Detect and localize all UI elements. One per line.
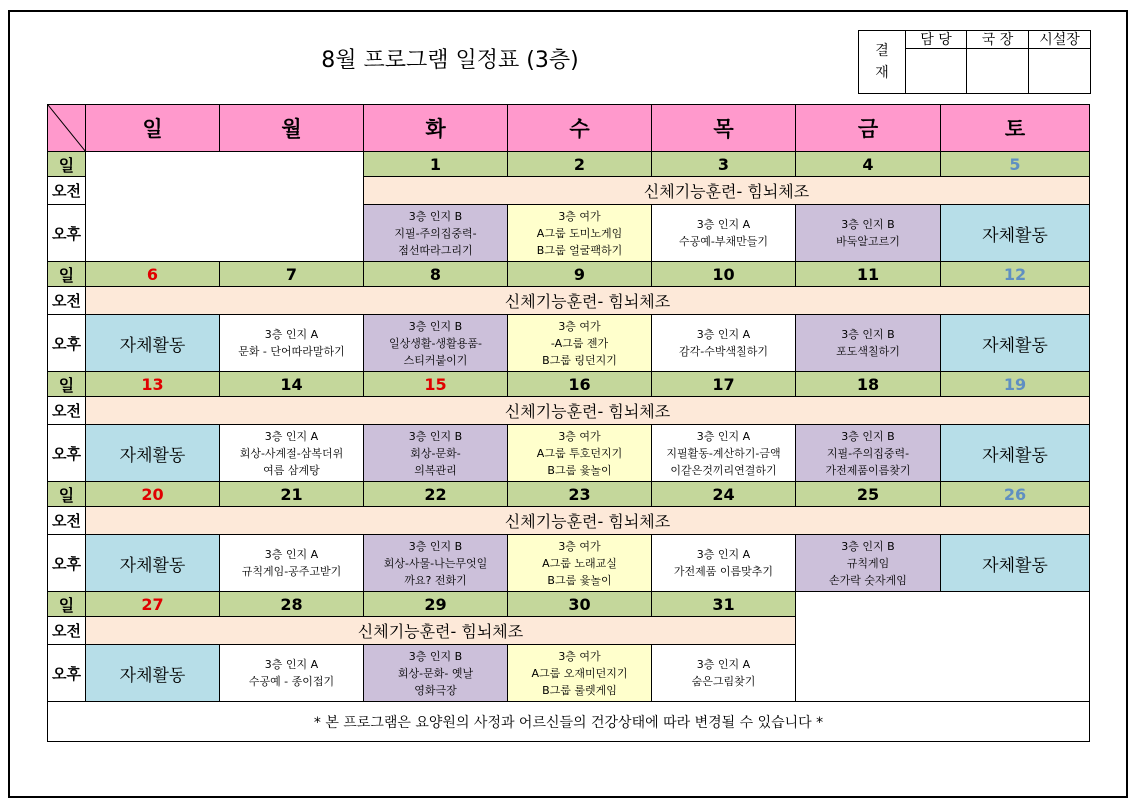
activity-group: 3층 인지 B: [841, 429, 895, 443]
date-cell[interactable]: 1: [364, 152, 508, 177]
date-cell[interactable]: 10: [652, 262, 796, 287]
activity-text: B그룹 윷놀이: [547, 573, 612, 587]
activity-text: 회상-문화- 옛날: [397, 666, 474, 680]
activity-group: 3층 여가: [558, 429, 601, 443]
pm-activity-cell[interactable]: [652, 315, 796, 372]
approval-sign-facility-head[interactable]: [1029, 49, 1091, 94]
activity-text: 자체활동: [119, 555, 186, 576]
activity-text: 자체활동: [119, 665, 186, 686]
activity-group: 3층 인지 B: [408, 209, 463, 223]
activity-text: 자체활동: [982, 445, 1048, 466]
date-cell[interactable]: 20: [86, 482, 220, 507]
activity-group: 3층 인지 A: [264, 658, 319, 671]
activity-text: 자체활동: [982, 225, 1048, 246]
date-cell[interactable]: 26: [941, 482, 1090, 507]
row-label-pm: 오후: [48, 535, 86, 592]
activity-group: 3층 인지 B: [841, 539, 895, 553]
date-cell[interactable]: 21: [220, 482, 364, 507]
approval-box: [858, 30, 1091, 94]
approval-col-manager: 담 당: [906, 31, 967, 49]
activity-group: 3층 인지 A: [696, 658, 751, 671]
pm-activity-cell[interactable]: [220, 535, 364, 592]
date-cell[interactable]: 13: [86, 372, 220, 397]
am-program-cell[interactable]: 신체기능훈련- 힘뇌체조: [86, 617, 796, 645]
self-activity-cell[interactable]: [86, 425, 220, 482]
activity-group: 3층 인지 B: [841, 218, 895, 231]
row-label-pm: 오후: [48, 425, 86, 482]
row-label-day: 일: [48, 262, 86, 287]
date-cell[interactable]: 14: [220, 372, 364, 397]
date-cell[interactable]: 30: [508, 592, 652, 617]
pm-activity-cell[interactable]: [796, 205, 941, 262]
activity-text: 회상-사계절-삼복더위: [239, 446, 344, 460]
row-label-am: 오전: [48, 617, 86, 645]
self-activity-cell[interactable]: [941, 205, 1090, 262]
weekday-header-2: 화: [364, 105, 508, 152]
date-cell[interactable]: 23: [508, 482, 652, 507]
date-cell[interactable]: 28: [220, 592, 364, 617]
activity-text: 일상생활-생활용품-: [389, 336, 482, 350]
activity-text: 여름 삼계탕: [263, 463, 320, 477]
am-program-cell[interactable]: 신체기능훈련- 힘뇌체조: [86, 507, 1090, 535]
activity-text: 점선따라그리기: [398, 243, 473, 257]
activity-text: A그룹 노래교실: [542, 556, 617, 570]
activity-text: 수공예 - 종이접기: [248, 675, 335, 688]
pm-activity-cell[interactable]: [364, 645, 508, 702]
weekday-header-3: 수: [508, 105, 652, 152]
pm-activity-cell[interactable]: [364, 315, 508, 372]
activity-text: B그룹 얼굴팩하기: [536, 243, 623, 257]
self-activity-cell[interactable]: [86, 645, 220, 702]
activity-group: 3층 인지 A: [696, 218, 751, 231]
date-cell[interactable]: 9: [508, 262, 652, 287]
approval-sign-manager[interactable]: [906, 49, 967, 94]
activity-text: A그룹 도미노게임: [536, 226, 623, 240]
activity-text: 스티커붙이기: [403, 353, 468, 367]
date-cell[interactable]: 15: [364, 372, 508, 397]
date-cell[interactable]: 5: [941, 152, 1090, 177]
activity-group: 3층 인지 A: [264, 429, 319, 443]
activity-text: 문화 - 단어따라말하기: [238, 345, 345, 358]
date-cell[interactable]: 6: [86, 262, 220, 287]
activity-group: 3층 인지 B: [841, 328, 895, 341]
activity-text: 지필-주의집중력-: [394, 226, 477, 240]
date-cell[interactable]: 12: [941, 262, 1090, 287]
row-label-day: 일: [48, 152, 86, 177]
pm-activity-cell[interactable]: [220, 645, 364, 702]
activity-text: 손가락 숫자게임: [829, 573, 907, 587]
date-cell[interactable]: 17: [652, 372, 796, 397]
activity-group: 3층 인지 A: [696, 328, 751, 341]
self-activity-cell[interactable]: [86, 535, 220, 592]
row-label-am: 오전: [48, 177, 86, 205]
date-cell[interactable]: 2: [508, 152, 652, 177]
approval-col-director: 국 장: [967, 31, 1029, 49]
activity-text: 의복관리: [414, 463, 457, 477]
pm-activity-cell[interactable]: [652, 205, 796, 262]
activity-text: 숨은그림찾기: [691, 675, 756, 688]
weekday-header-1: 월: [220, 105, 364, 152]
activity-text: 바둑알고르기: [836, 235, 900, 248]
am-program-cell[interactable]: 신체기능훈련- 힘뇌체조: [364, 177, 1090, 205]
activity-group: 3층 여가: [558, 319, 601, 333]
pm-activity-cell[interactable]: [508, 315, 652, 372]
activity-text: 수공예-부채만들기: [679, 235, 768, 248]
pm-activity-cell[interactable]: [220, 315, 364, 372]
pm-activity-cell[interactable]: [796, 315, 941, 372]
date-cell[interactable]: 3: [652, 152, 796, 177]
activity-group: 3층 인지 A: [264, 548, 319, 561]
row-label-am: 오전: [48, 507, 86, 535]
activity-text: -A그룹 젠가: [550, 336, 609, 350]
activity-text: B그룹 룰렛게임: [542, 683, 617, 697]
date-cell[interactable]: 7: [220, 262, 364, 287]
activity-group: 3층 인지 B: [408, 539, 463, 553]
row-label-pm: 오후: [48, 315, 86, 372]
activity-group: 3층 여가: [558, 209, 601, 223]
activity-group: 3층 인지 A: [264, 328, 319, 341]
pm-activity-cell[interactable]: [652, 425, 796, 482]
pm-activity-cell[interactable]: [508, 535, 652, 592]
row-label-pm: 오후: [48, 645, 86, 702]
activity-text: 지필-주의집중력-: [826, 446, 910, 460]
empty-days-block: [86, 152, 364, 262]
activity-group: 3층 여가: [558, 539, 601, 553]
row-label-day: 일: [48, 372, 86, 397]
activity-text: 자체활동: [982, 335, 1048, 356]
activity-text: 가전제품 이름맞추기: [673, 565, 774, 578]
activity-group: 3층 인지 B: [408, 429, 463, 443]
date-cell[interactable]: 25: [796, 482, 941, 507]
self-activity-cell[interactable]: [941, 425, 1090, 482]
activity-text: 감각-수박색칠하기: [679, 345, 768, 358]
pm-activity-cell[interactable]: [364, 535, 508, 592]
activity-text: 포도색칠하기: [836, 345, 900, 358]
row-label-day: 일: [48, 482, 86, 507]
activity-text: 자체활동: [119, 335, 186, 356]
row-label-pm: 오후: [48, 205, 86, 262]
pm-activity-cell[interactable]: [508, 205, 652, 262]
weekday-header-5: 금: [796, 105, 941, 152]
activity-text: 규칙게임: [846, 556, 890, 570]
activity-group: 3층 인지 A: [696, 548, 751, 561]
date-cell[interactable]: 27: [86, 592, 220, 617]
self-activity-cell[interactable]: [86, 315, 220, 372]
pm-activity-cell[interactable]: [364, 205, 508, 262]
pm-activity-cell[interactable]: [652, 645, 796, 702]
pm-activity-cell[interactable]: [364, 425, 508, 482]
pm-activity-cell[interactable]: [796, 425, 941, 482]
row-label-day: 일: [48, 592, 86, 617]
date-cell[interactable]: 24: [652, 482, 796, 507]
approval-label-bottom: 재: [875, 65, 889, 81]
weekday-header-4: 목: [652, 105, 796, 152]
activity-group: 3층 인지 A: [696, 429, 751, 443]
date-cell[interactable]: 8: [364, 262, 508, 287]
activity-text: 영화극장: [414, 683, 457, 697]
date-cell[interactable]: 29: [364, 592, 508, 617]
activity-text: 까요? 전화기: [404, 573, 467, 587]
weekday-header-0: 일: [86, 105, 220, 152]
pm-activity-cell[interactable]: [796, 535, 941, 592]
activity-text: 지필활동-계산하기-금액: [666, 446, 781, 460]
pm-activity-cell[interactable]: [508, 425, 652, 482]
date-cell[interactable]: 11: [796, 262, 941, 287]
am-program-cell[interactable]: 신체기능훈련- 힘뇌체조: [86, 397, 1090, 425]
self-activity-cell[interactable]: [941, 315, 1090, 372]
activity-text: B그룹 링던지기: [542, 353, 617, 367]
weekday-header-6: 토: [941, 105, 1090, 152]
schedule-table: [47, 104, 1090, 742]
date-cell[interactable]: 16: [508, 372, 652, 397]
pm-activity-cell[interactable]: [652, 535, 796, 592]
date-cell[interactable]: 19: [941, 372, 1090, 397]
approval-label: [859, 31, 906, 94]
footnote: * 본 프로그램은 요양원의 사정과 어르신들의 건강상태에 따라 변경될 수 있습니다 *: [48, 702, 1090, 742]
activity-text: 자체활동: [119, 445, 186, 466]
approval-label-top: 결: [875, 43, 889, 59]
row-label-am: 오전: [48, 397, 86, 425]
pm-activity-cell[interactable]: [220, 425, 364, 482]
activity-text: A그룹 투호던지기: [536, 446, 623, 460]
am-program-cell[interactable]: 신체기능훈련- 힘뇌체조: [86, 287, 1090, 315]
pm-activity-cell[interactable]: [508, 645, 652, 702]
activity-text: 회상-사물-나는무엇일: [383, 556, 488, 570]
page-title: 8월 프로그램 일정표 (3층): [321, 48, 579, 73]
activity-text: 자체활동: [982, 555, 1048, 576]
activity-text: 가전제품이름찾기: [825, 463, 911, 477]
approval-col-facility-head: 시설장: [1029, 31, 1091, 49]
activity-group: 3층 여가: [558, 649, 601, 663]
date-cell[interactable]: 31: [652, 592, 796, 617]
approval-sign-director[interactable]: [967, 49, 1029, 94]
self-activity-cell[interactable]: [941, 535, 1090, 592]
row-label-am: 오전: [48, 287, 86, 315]
activity-text: B그룹 윷놀이: [547, 463, 612, 477]
activity-text: 이같은것끼리연결하기: [670, 463, 777, 477]
corner-diagonal-cell: [48, 105, 86, 152]
activity-text: 회상-문화-: [410, 446, 461, 460]
activity-text: 규칙게임-공주고받기: [241, 565, 342, 578]
date-cell[interactable]: 18: [796, 372, 941, 397]
date-cell[interactable]: 22: [364, 482, 508, 507]
date-cell[interactable]: 4: [796, 152, 941, 177]
empty-days-block: [796, 592, 1090, 702]
activity-group: 3층 인지 B: [408, 649, 463, 663]
activity-text: A그룹 오재미던지기: [531, 666, 628, 680]
activity-group: 3층 인지 B: [408, 319, 463, 333]
